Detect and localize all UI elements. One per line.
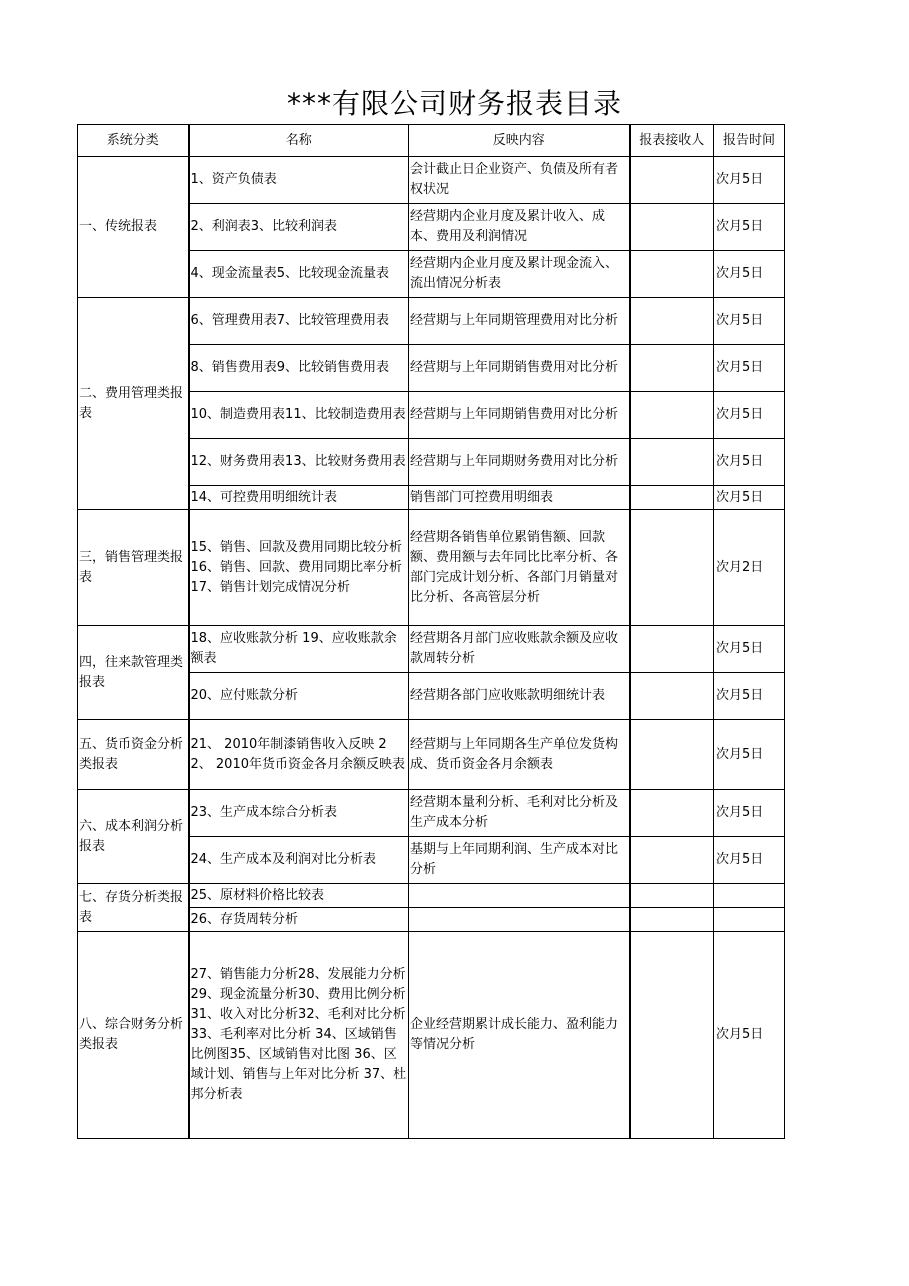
- content-cell: 经营期内企业月度及累计现金流入、流出情况分析表: [409, 251, 630, 298]
- category-cell: 四，往来款管理类报表: [78, 626, 189, 720]
- content-cell: 经营期各部门应收账款明细统计表: [409, 673, 630, 720]
- page-title: ***有限公司财务报表目录: [286, 87, 622, 120]
- name-cell: 12、财务费用表13、比较财务费用表: [189, 439, 409, 486]
- content-cell: 经营期与上年同期销售费用对比分析: [409, 392, 630, 439]
- table-row: [78, 157, 785, 204]
- name-cell: 27、销售能力分析28、发展能力分析29、现金流量分析30、费用比例分析31、收入对比分析32、毛利对比分析33、毛利率对比分析 34、区域销售比例图35、区域销售对比图 36、区域计划、销售与上年对比分析 37、杜邦分析表: [189, 932, 409, 1139]
- time-cell: 次月5日: [714, 251, 785, 298]
- time-cell: 次月5日: [714, 837, 785, 884]
- name-cell: 20、应付账款分析: [189, 673, 409, 720]
- content-cell: 经营期各月部门应收账款余额及应收款周转分析: [409, 626, 630, 673]
- receiver-cell: [630, 157, 714, 204]
- time-cell: [714, 884, 785, 908]
- time-cell: 次月5日: [714, 790, 785, 837]
- name-cell: 15、销售、回款及费用同期比较分析 16、销售、回款、费用同期比率分析 17、销售计划完成情况分析: [189, 510, 409, 626]
- content-cell: 经营期与上年同期销售费用对比分析: [409, 345, 630, 392]
- content-cell: 经营期与上年同期各生产单位发货构成、货币资金各月余额表: [409, 720, 630, 790]
- header-name: 名称: [189, 125, 409, 157]
- time-cell: 次月5日: [714, 298, 785, 345]
- header-receiver: 报表接收人: [630, 125, 714, 157]
- table-row: [78, 510, 785, 626]
- name-cell: 14、可控费用明细统计表: [189, 486, 409, 510]
- category-cell: 七、存货分析类报表: [78, 884, 189, 932]
- name-cell: 26、存货周转分析: [189, 908, 409, 932]
- content-cell: [409, 908, 630, 932]
- content-cell: 销售部门可控费用明细表: [409, 486, 630, 510]
- content-cell: 企业经营期累计成长能力、盈利能力等情况分析: [409, 932, 630, 1139]
- receiver-cell: [630, 392, 714, 439]
- table-row: [78, 298, 785, 345]
- content-cell: 经营期与上年同期管理费用对比分析: [409, 298, 630, 345]
- content-cell: [409, 884, 630, 908]
- header-content: 反映内容: [409, 125, 630, 157]
- time-cell: 次月5日: [714, 626, 785, 673]
- receiver-cell: [630, 720, 714, 790]
- time-cell: 次月5日: [714, 345, 785, 392]
- receiver-cell: [630, 908, 714, 932]
- table-body: [78, 157, 785, 1139]
- report-catalog-table: [77, 124, 785, 1139]
- receiver-cell: [630, 790, 714, 837]
- table-row: [78, 790, 785, 837]
- time-cell: 次月5日: [714, 157, 785, 204]
- content-cell: 基期与上年同期利润、生产成本对比分析: [409, 837, 630, 884]
- time-cell: [714, 908, 785, 932]
- receiver-cell: [630, 345, 714, 392]
- receiver-cell: [630, 251, 714, 298]
- name-cell: 24、生产成本及利润对比分析表: [189, 837, 409, 884]
- content-cell: 经营期各销售单位累销售额、回款额、费用额与去年同比比率分析、各部门完成计划分析、各部门月销量对比分析、各高管层分析: [409, 510, 630, 626]
- name-cell: 4、现金流量表5、比较现金流量表: [189, 251, 409, 298]
- time-cell: 次月5日: [714, 720, 785, 790]
- content-cell: 会计截止日企业资产、负债及所有者权状况: [409, 157, 630, 204]
- name-cell: 10、制造费用表11、比较制造费用表: [189, 392, 409, 439]
- header-time: 报告时间: [714, 125, 785, 157]
- category-cell: 二、费用管理类报表: [78, 298, 189, 510]
- name-cell: 6、管理费用表7、比较管理费用表: [189, 298, 409, 345]
- time-cell: 次月2日: [714, 510, 785, 626]
- name-cell: 21、 2010年制漆销售收入反映 22、 2010年货币资金各月余额反映表: [189, 720, 409, 790]
- time-cell: 次月5日: [714, 204, 785, 251]
- receiver-cell: [630, 884, 714, 908]
- name-cell: 18、应收账款分析 19、应收账款余额表: [189, 626, 409, 673]
- content-cell: 经营期内企业月度及累计收入、成本、费用及利润情况: [409, 204, 630, 251]
- content-cell: 经营期与上年同期财务费用对比分析: [409, 439, 630, 486]
- receiver-cell: [630, 298, 714, 345]
- receiver-cell: [630, 837, 714, 884]
- receiver-cell: [630, 486, 714, 510]
- table-row: [78, 884, 785, 908]
- table-row: [78, 932, 785, 1139]
- category-cell: 三，销售管理类报表: [78, 510, 189, 626]
- category-cell: 一、传统报表: [78, 157, 189, 298]
- receiver-cell: [630, 510, 714, 626]
- receiver-cell: [630, 932, 714, 1139]
- time-cell: 次月5日: [714, 392, 785, 439]
- category-cell: 五、货币资金分析类报表: [78, 720, 189, 790]
- table-row: [78, 626, 785, 673]
- time-cell: 次月5日: [714, 439, 785, 486]
- name-cell: 25、原材料价格比较表: [189, 884, 409, 908]
- name-cell: 2、利润表3、比较利润表: [189, 204, 409, 251]
- header-row: [78, 125, 785, 157]
- name-cell: 8、销售费用表9、比较销售费用表: [189, 345, 409, 392]
- receiver-cell: [630, 204, 714, 251]
- receiver-cell: [630, 439, 714, 486]
- receiver-cell: [630, 673, 714, 720]
- content-cell: 经营期本量利分析、毛利对比分析及生产成本分析: [409, 790, 630, 837]
- table-row: [78, 720, 785, 790]
- category-cell: 八、综合财务分析类报表: [78, 932, 189, 1139]
- time-cell: 次月5日: [714, 932, 785, 1139]
- name-cell: 1、资产负债表: [189, 157, 409, 204]
- receiver-cell: [630, 626, 714, 673]
- name-cell: 23、生产成本综合分析表: [189, 790, 409, 837]
- header-category: 系统分类: [78, 125, 189, 157]
- time-cell: 次月5日: [714, 486, 785, 510]
- time-cell: 次月5日: [714, 673, 785, 720]
- category-cell: 六、成本利润分析报表: [78, 790, 189, 884]
